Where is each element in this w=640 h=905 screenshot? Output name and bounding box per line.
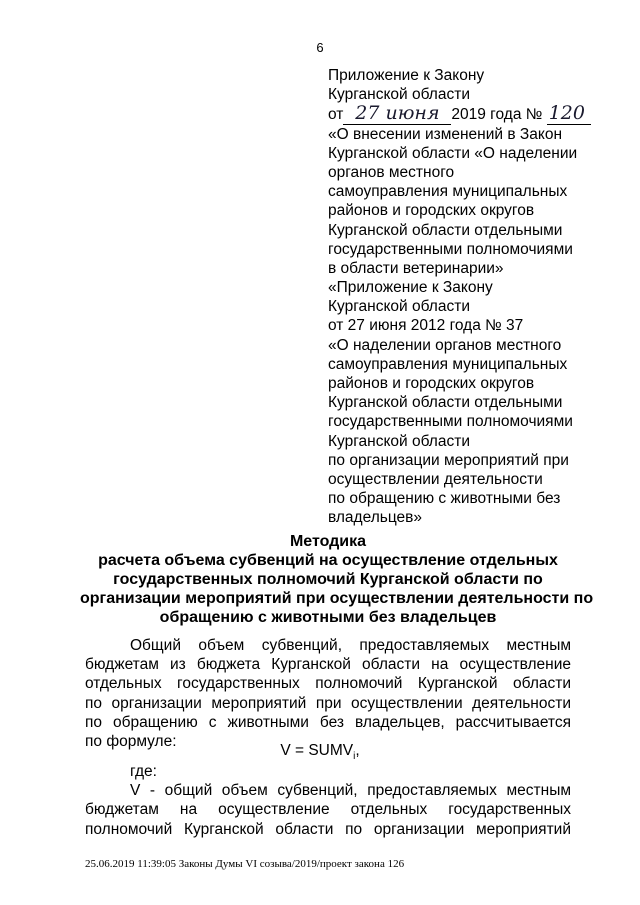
- year-text: 2019 года №: [451, 106, 543, 124]
- date-prefix: от: [328, 106, 344, 124]
- paragraph-line: Общий объем субвенций, предоставляемых местным: [130, 637, 571, 654]
- paragraph-line: по формуле:: [85, 733, 177, 751]
- appendix-line: районов и городских округов: [328, 375, 535, 393]
- paragraph-line: бюджетам из бюджета Курганской области на осуществление: [85, 656, 571, 674]
- appendix-line: Курганской области: [328, 298, 470, 316]
- paragraph-line: полномочий Курганской области по организации мероприятий: [85, 820, 571, 838]
- formula: [0, 742, 640, 762]
- appendix-line: самоуправления муниципальных: [328, 183, 568, 201]
- appendix-current: [328, 66, 618, 278]
- appendix-date-line: [328, 104, 618, 124]
- formula-main: V = SUMV: [280, 742, 354, 759]
- appendix-line: районов и городских округов: [328, 202, 535, 220]
- title-line: обращению с животными без владельцев: [159, 609, 497, 626]
- appendix-line: органов местного: [328, 164, 455, 182]
- appendix-line: осуществлении деятельности: [328, 471, 543, 489]
- paragraph-line: по организации мероприятий при осуществлении деятельности: [85, 694, 571, 712]
- paragraph-line: отдельных государственных полномочий Курганской области: [85, 675, 571, 693]
- appendix-line: государственными полномочиями: [328, 240, 573, 258]
- paragraph-1: [85, 636, 571, 751]
- paragraph-line: по обращению с животными без владельцев, рассчитывается: [85, 713, 571, 731]
- appendix-line: «О наделении органов местного: [328, 336, 562, 354]
- appendix-line: Курганской области отдельными: [328, 394, 563, 412]
- appendix-line: Курганской области: [328, 86, 470, 104]
- title-line: расчета объема субвенций на осуществление отдельных: [98, 552, 558, 569]
- paragraph-2: [85, 762, 571, 839]
- appendix-line: от 27 июня 2012 года № 37: [328, 317, 524, 335]
- appendix-line: Курганской области «О наделении: [328, 144, 578, 162]
- appendix-line: в области ветеринарии»: [328, 260, 504, 278]
- appendix-line: владельцев»: [328, 509, 422, 527]
- appendix-line: «Приложение к Закону: [328, 279, 493, 296]
- where-label: где:: [130, 763, 157, 780]
- appendix-line: «О внесении изменений в Закон: [328, 125, 563, 143]
- handwritten-date: 27 июня: [343, 104, 451, 124]
- document-footer: 25.06.2019 11:39:05 Законы Думы VI созыва/2019/проект закона 126: [85, 858, 405, 870]
- paragraph-line: V - общий объем субвенций, предоставляемых местным: [130, 782, 571, 800]
- paragraph-line: бюджетам на осуществление отдельных государственных: [85, 801, 571, 819]
- handwritten-number: 120: [547, 104, 591, 124]
- appendix-line: государственными полномочиями: [328, 413, 573, 431]
- title-line: организации мероприятий при осуществлении деятельности по: [80, 590, 594, 607]
- appendix-line: Приложение к Закону: [328, 67, 485, 84]
- appendix-original: [328, 278, 618, 528]
- formula-subscript: i: [353, 751, 356, 763]
- page-number: 6: [316, 40, 324, 55]
- appendix-line: Курганской области отдельными: [328, 221, 563, 239]
- document-title: [80, 532, 594, 627]
- formula-end: ,: [355, 742, 360, 759]
- title-line: государственных полномочий Курганской области по: [113, 571, 543, 588]
- appendix-line: Курганской области: [328, 432, 470, 450]
- appendix-line: по обращению с животными без: [328, 490, 561, 508]
- appendix-line: самоуправления муниципальных: [328, 355, 568, 373]
- title-heading: Методика: [289, 533, 367, 550]
- appendix-line: по организации мероприятий при: [328, 451, 569, 469]
